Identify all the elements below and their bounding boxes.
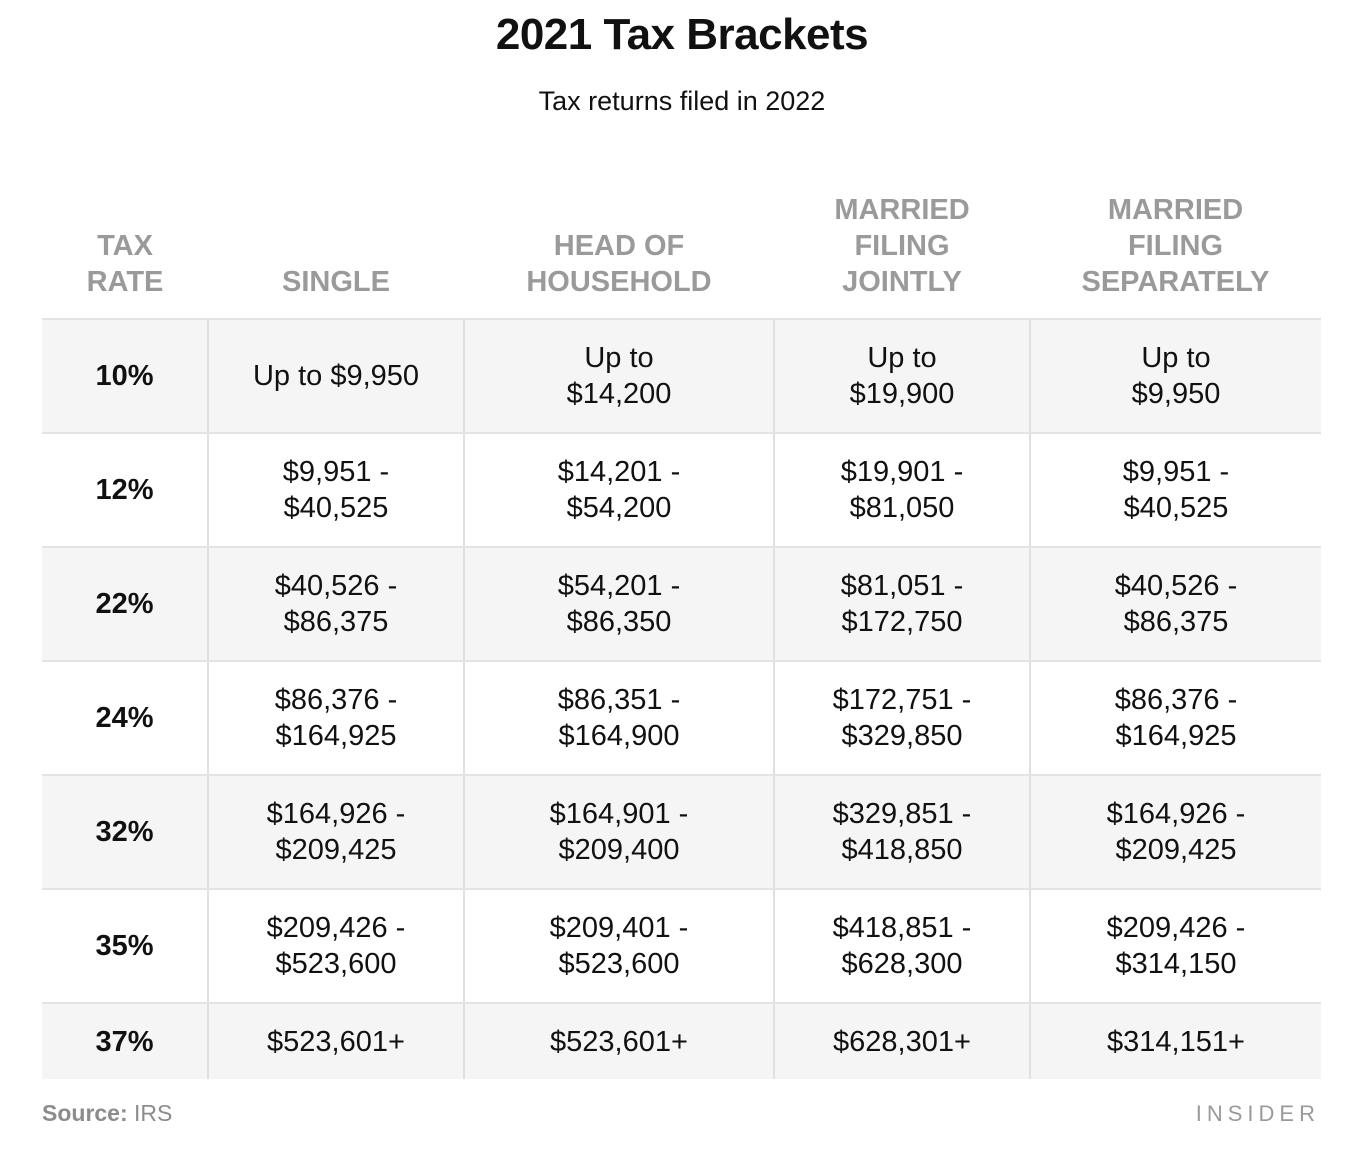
head-of-household-bracket-cell <box>464 889 774 1003</box>
bracket-line: $81,050 <box>849 492 955 524</box>
tax-rate-cell <box>42 433 208 547</box>
head-of-household-bracket-cell <box>464 433 774 547</box>
head-of-household-bracket-cell <box>464 775 774 889</box>
source-value: IRS <box>134 1100 173 1126</box>
single-bracket-cell <box>208 319 464 433</box>
bracket-line: $172,751 - <box>832 684 972 716</box>
married-jointly-bracket-cell <box>774 775 1030 889</box>
bracket-line: Up to $9,950 <box>252 360 420 392</box>
bracket-line: $164,925 <box>275 720 397 752</box>
married-jointly-bracket-cell <box>774 433 1030 547</box>
column-header-line: SINGLE <box>282 266 390 298</box>
tax-rate-cell <box>42 319 208 433</box>
single-bracket-cell <box>208 547 464 661</box>
table-row <box>42 319 1321 433</box>
single-bracket-cell <box>208 1003 464 1079</box>
bracket-line: $9,951 - <box>1122 456 1230 488</box>
bracket-line: $9,950 <box>1131 378 1221 410</box>
bracket-line: Up to <box>867 342 937 374</box>
column-header-line: HEAD OF <box>553 230 685 262</box>
bracket-line: $164,925 <box>1115 720 1237 752</box>
bracket-line: $209,400 <box>558 834 680 866</box>
tax-rate-cell <box>42 661 208 775</box>
column-header-line: FILING <box>1127 230 1224 262</box>
married-jointly-bracket-cell <box>774 889 1030 1003</box>
bracket-line: $628,301+ <box>833 1025 971 1058</box>
bracket-line: $40,526 - <box>274 570 398 602</box>
bracket-line: $314,151+ <box>1107 1025 1245 1058</box>
column-header-married-jointly <box>774 172 1030 319</box>
bracket-line: $164,900 <box>558 720 680 752</box>
bracket-line: $523,600 <box>275 948 397 980</box>
bracket-line: $523,601+ <box>550 1025 688 1058</box>
married-jointly-bracket-cell <box>774 661 1030 775</box>
bracket-line: $86,376 - <box>1114 684 1238 716</box>
bracket-line: $19,900 <box>849 378 955 410</box>
married-separately-bracket-cell <box>1030 889 1321 1003</box>
column-header-married-separately <box>1030 172 1321 319</box>
tax-rate-cell <box>42 547 208 661</box>
bracket-line: $40,526 - <box>1114 570 1238 602</box>
married-separately-bracket-cell <box>1030 433 1321 547</box>
married-separately-bracket-cell <box>1030 319 1321 433</box>
bracket-line: $164,926 - <box>1106 798 1246 830</box>
chart-subtitle: Tax returns filed in 2022 <box>538 86 826 116</box>
table-row <box>42 433 1321 547</box>
insider-logo: INSIDER <box>1195 1101 1320 1126</box>
married-separately-bracket-cell <box>1030 547 1321 661</box>
bracket-line: $314,150 <box>1115 948 1237 980</box>
tax-rate-cell <box>42 889 208 1003</box>
bracket-line: $9,951 - <box>282 456 390 488</box>
married-jointly-bracket-cell <box>774 1003 1030 1079</box>
single-bracket-cell <box>208 661 464 775</box>
married-jointly-bracket-cell <box>774 547 1030 661</box>
table-row <box>42 1003 1321 1079</box>
bracket-line: $40,525 <box>1123 492 1229 524</box>
chart-title: 2021 Tax Brackets <box>495 10 869 59</box>
tax-rate-value: 35% <box>95 930 154 962</box>
bracket-line: $81,051 - <box>840 570 964 602</box>
column-header-tax-rate <box>42 172 208 319</box>
married-separately-bracket-cell <box>1030 775 1321 889</box>
bracket-line: $209,425 <box>275 834 397 866</box>
tax-rate-value: 10% <box>95 360 154 392</box>
table-row <box>42 889 1321 1003</box>
bracket-line: $14,201 - <box>557 456 681 488</box>
column-header-line: JOINTLY <box>842 266 962 298</box>
head-of-household-bracket-cell <box>464 319 774 433</box>
header-row <box>42 172 1321 319</box>
bracket-line: $209,401 - <box>549 912 689 944</box>
tax-rate-value: 24% <box>95 702 154 734</box>
bracket-line: $523,601+ <box>267 1025 405 1058</box>
table-row <box>42 775 1321 889</box>
single-bracket-cell <box>208 433 464 547</box>
bracket-line: Up to <box>584 342 654 374</box>
bracket-line: $418,851 - <box>832 912 972 944</box>
bracket-line: $54,200 <box>566 492 672 524</box>
bracket-line: $209,426 - <box>266 912 406 944</box>
bracket-line: $86,375 <box>283 606 389 638</box>
tax-rate-value: 37% <box>95 1025 154 1058</box>
bracket-line: $14,200 <box>566 378 672 410</box>
table-row <box>42 661 1321 775</box>
column-header-line: SEPARATELY <box>1081 266 1270 298</box>
column-header-single <box>208 172 464 319</box>
tax-rate-cell <box>42 775 208 889</box>
married-separately-bracket-cell <box>1030 661 1321 775</box>
table-row <box>42 547 1321 661</box>
column-header-line: FILING <box>854 230 950 262</box>
column-header-line: TAX <box>97 230 153 262</box>
bracket-line: $172,750 <box>841 606 963 638</box>
head-of-household-bracket-cell <box>464 661 774 775</box>
bracket-line: $329,851 - <box>832 798 972 830</box>
bracket-line: $164,901 - <box>549 798 689 830</box>
column-header-line: HOUSEHOLD <box>526 266 712 298</box>
single-bracket-cell <box>208 775 464 889</box>
bracket-line: $164,926 - <box>266 798 406 830</box>
bracket-line: $86,375 <box>1123 606 1229 638</box>
tax-rate-value: 22% <box>95 588 154 620</box>
tax-rate-value: 32% <box>95 816 154 848</box>
source-label: Source: <box>42 1100 128 1126</box>
bracket-line: $19,901 - <box>840 456 964 488</box>
bracket-line: Up to <box>1141 342 1211 374</box>
tax-bracket-table <box>42 172 1321 1079</box>
bracket-line: $418,850 <box>841 834 963 866</box>
tax-rate-cell <box>42 1003 208 1079</box>
column-header-line: MARRIED <box>834 194 970 226</box>
married-separately-bracket-cell <box>1030 1003 1321 1079</box>
bracket-line: $86,350 <box>566 606 672 638</box>
bracket-line: $523,600 <box>558 948 680 980</box>
bracket-line: $209,425 <box>1115 834 1237 866</box>
bracket-line: $40,525 <box>283 492 389 524</box>
bracket-line: $54,201 - <box>557 570 681 602</box>
source-note <box>42 1100 172 1127</box>
bracket-line: $86,376 - <box>274 684 398 716</box>
head-of-household-bracket-cell <box>464 1003 774 1079</box>
column-header-line: RATE <box>86 266 164 298</box>
single-bracket-cell <box>208 889 464 1003</box>
bracket-line: $86,351 - <box>557 684 681 716</box>
column-header-line: MARRIED <box>1107 194 1244 226</box>
bracket-line: $209,426 - <box>1106 912 1246 944</box>
married-jointly-bracket-cell <box>774 319 1030 433</box>
tax-rate-value: 12% <box>95 474 154 506</box>
bracket-line: $628,300 <box>841 948 963 980</box>
head-of-household-bracket-cell <box>464 547 774 661</box>
column-header-head-of-household <box>464 172 774 319</box>
bracket-line: $329,850 <box>841 720 963 752</box>
